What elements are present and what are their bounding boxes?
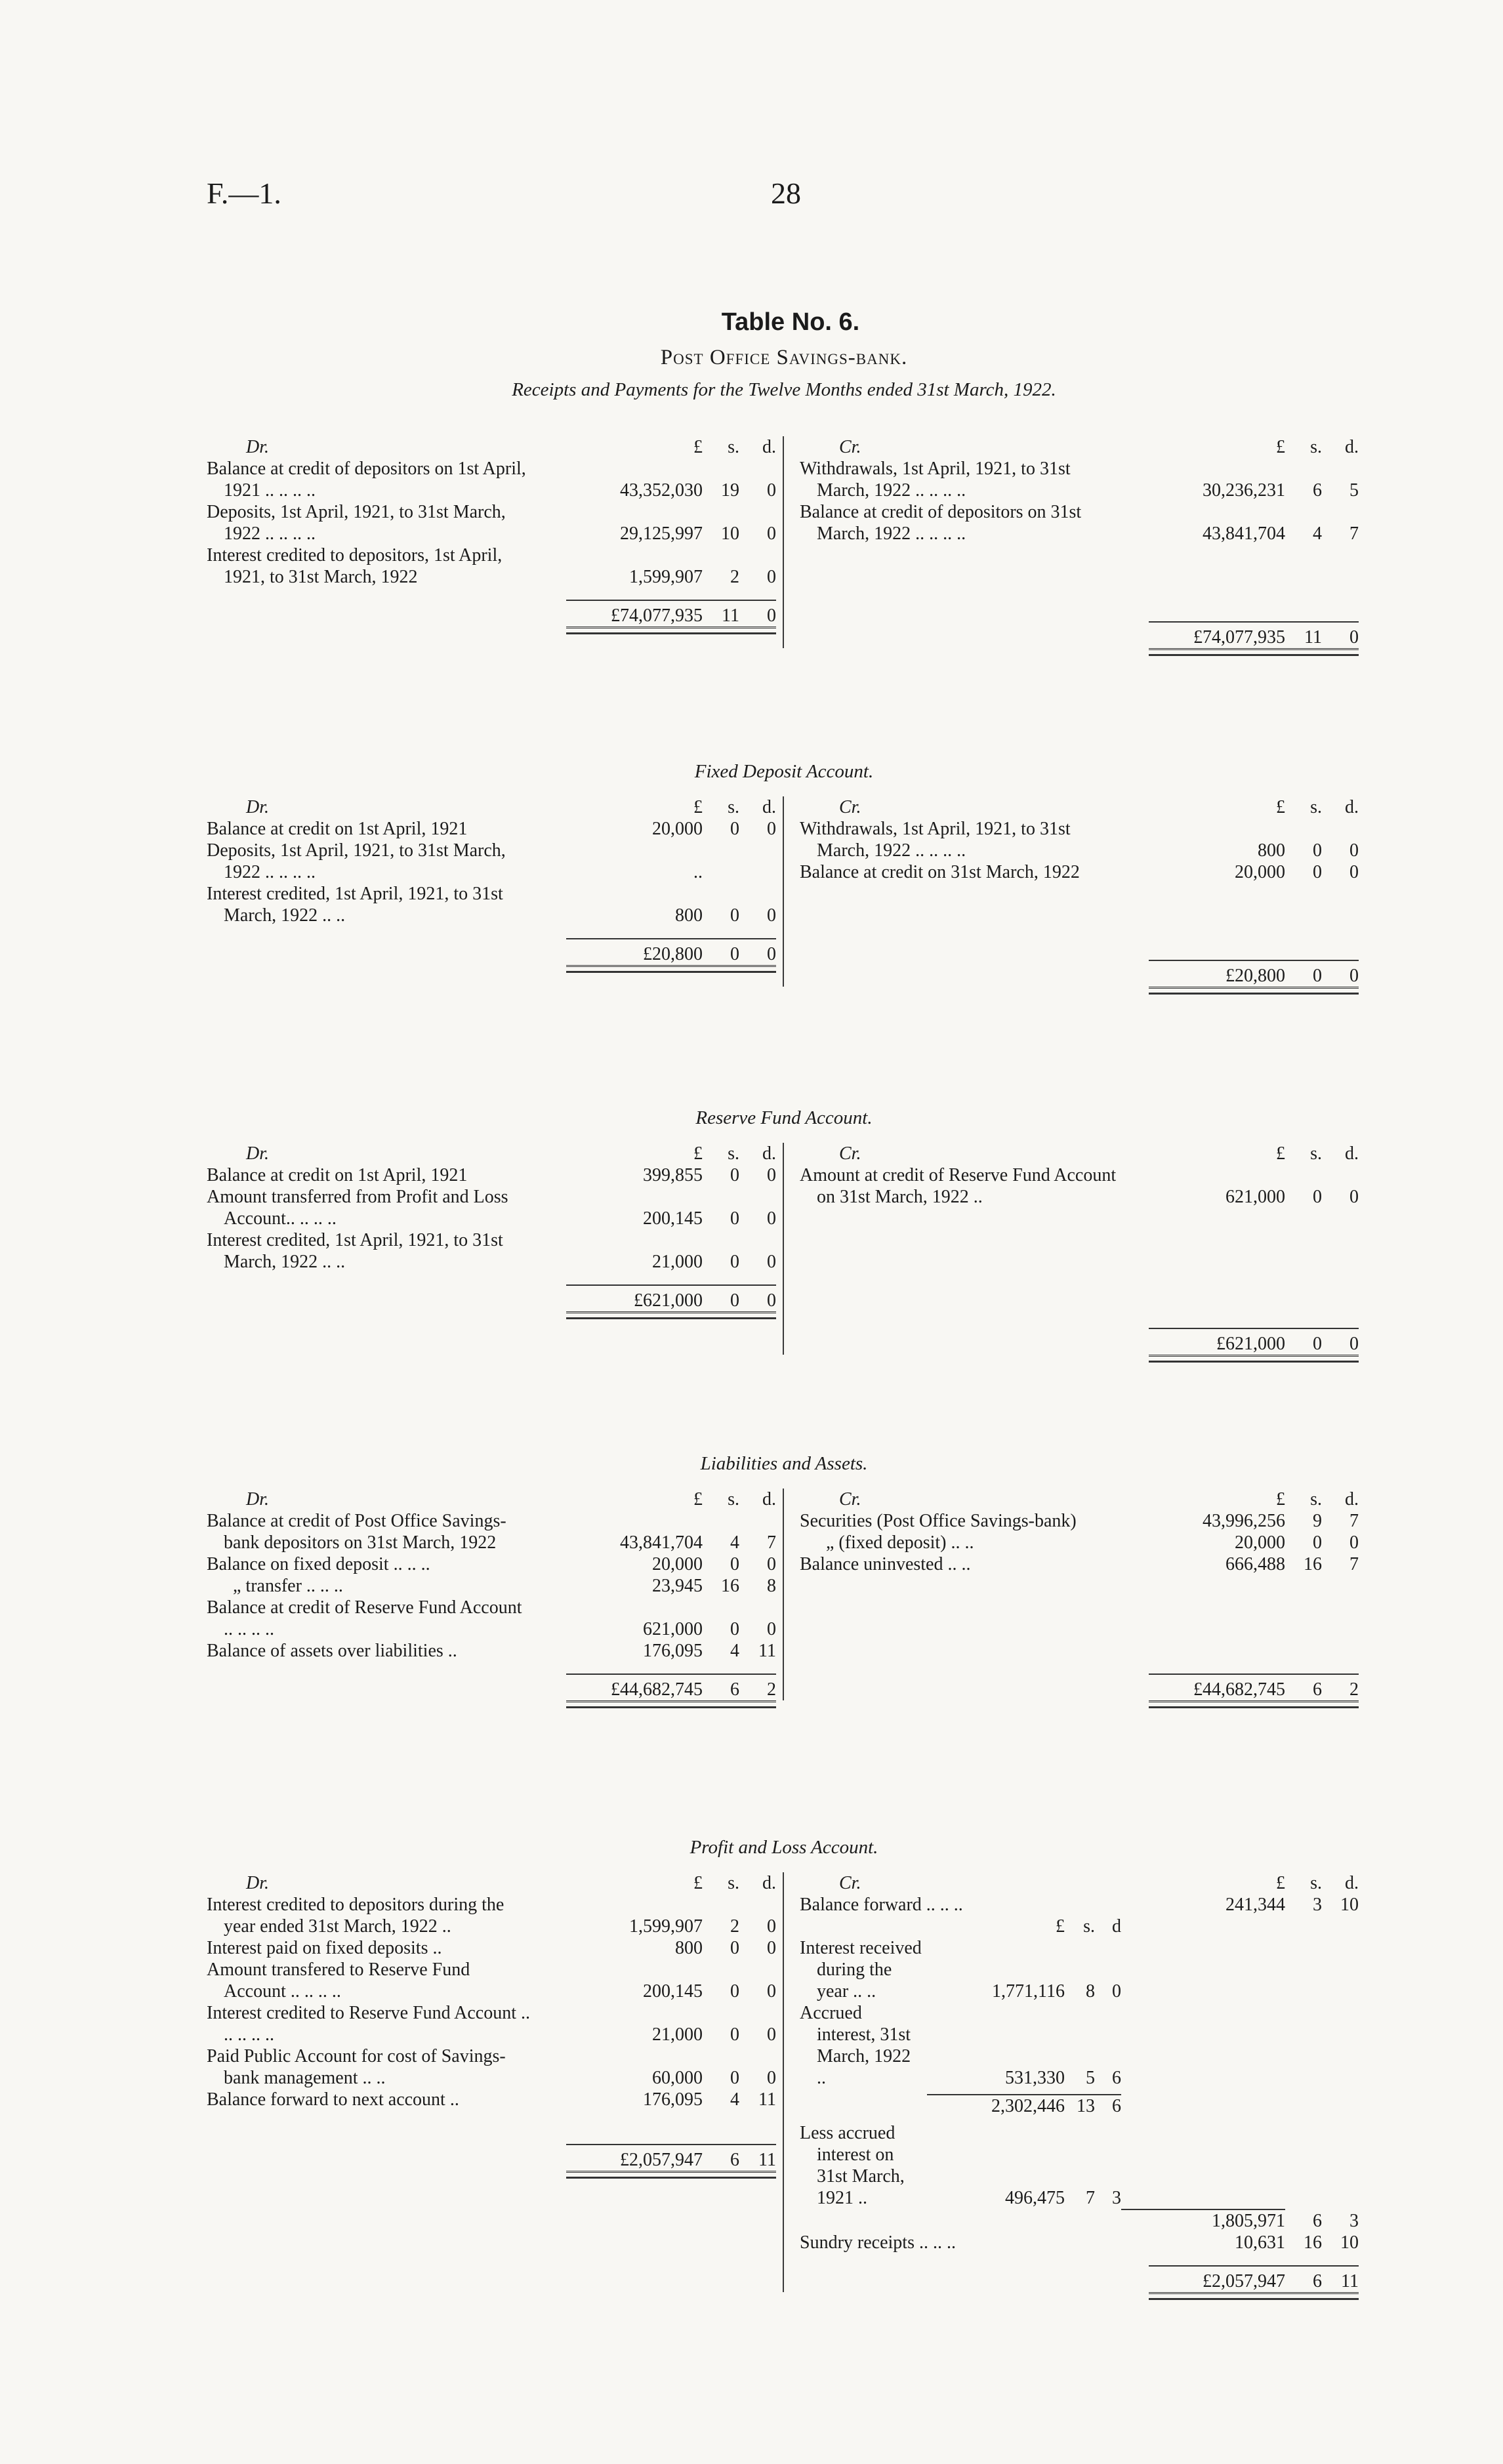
- ledger-row: Balance at credit of Post Office Savings-bank depositors on 31st March, 1922 43,841,704 4 7: [207, 1511, 776, 1553]
- page-header: [207, 176, 1361, 222]
- receipts-dr-side: [207, 436, 784, 648]
- ledger-row: Deposits, 1st April, 1921, to 31st March, 1922 .. .. .. .. ..: [207, 840, 703, 882]
- dr-header: Dr. £ s. d.: [246, 437, 776, 457]
- cr-header: Cr. £ s. d.: [839, 1143, 1359, 1164]
- receipts-payments-section: [207, 436, 1361, 648]
- total-row: £2,057,947 6 11: [207, 2149, 776, 2171]
- receipts-cr-side: [784, 436, 1361, 648]
- ledger-row: Securities (Post Office Savings-bank) 43,996,256 9 7: [800, 1511, 1359, 1531]
- total-row: £74,077,935 11 0: [207, 605, 776, 626]
- section-title: Profit and Loss Account.: [690, 1837, 878, 1858]
- ledger-row: Withdrawals, 1st April, 1921, to 31st March, 1922 .. .. .. .. 30,236,231 6 5: [800, 459, 1359, 501]
- cr-header: Cr. £ s. d.: [839, 797, 1359, 817]
- ledger-row: Paid Public Account for cost of Savings-bank management .. .. 60,000 0 0: [207, 2046, 776, 2088]
- document-code: F.—1.: [207, 176, 281, 210]
- fixed-dr-side: [207, 796, 784, 987]
- ledger-row: Less accrued interest on 31st March, 1921 .. 496,475 7 3: [800, 2123, 1121, 2208]
- total-row: £621,000 0 0: [800, 1333, 1359, 1355]
- section-title: Fixed Deposit Account.: [694, 761, 874, 782]
- table-caption: Receipts and Payments for the Twelve Months ended 31st March, 1922.: [512, 379, 1056, 400]
- ledger-row: Balance of assets over liabilities .. 176,095 4 11: [207, 1641, 776, 1661]
- reserve-fund-section: [207, 1107, 1361, 1355]
- liabilities-dr-side: [207, 1489, 784, 1700]
- net-row: 1,805,971 6 3: [800, 2209, 1359, 2232]
- profit-cr-side: [784, 1872, 1361, 2292]
- section-title: Liabilities and Assets.: [700, 1453, 868, 1474]
- reserve-cr-side: [784, 1143, 1361, 1355]
- total-row: £20,800 0 0: [207, 943, 776, 965]
- table-title: Table No. 6.: [721, 308, 860, 336]
- ledger-row: Amount at credit of Reserve Fund Account on 31st March, 1922 .. 621,000 0 0: [800, 1165, 1359, 1207]
- total-row: £44,682,745 6 2: [800, 1679, 1359, 1700]
- ledger-row: Interest credited, 1st April, 1921, to 31st March, 1922 .. .. 21,000 0 0: [207, 1230, 776, 1272]
- ledger-row: Balance forward .. .. .. 241,344 3 10: [800, 1895, 1359, 1915]
- ledger-row: Balance uninvested .. .. 666,488 16 7: [800, 1554, 1359, 1574]
- table-titles: [207, 308, 1361, 401]
- cr-header: Cr. £ s. d.: [839, 1489, 1359, 1509]
- ledger-row: Balance at credit on 1st April, 1921 20,000 0 0: [207, 819, 776, 839]
- sub-header-row: £ s. d: [1056, 1916, 1121, 1937]
- cr-header: Cr. £ s. d.: [839, 437, 1359, 457]
- ledger-row: Sundry receipts .. .. .. 10,631 16 10: [800, 2232, 1359, 2253]
- ledger-row: Interest credited to depositors during the year ended 31st March, 1922 .. 1,599,907 2 0: [207, 1895, 776, 1937]
- profit-loss-section: [207, 1837, 1361, 2292]
- subtotal-row: 2,302,446 13 6: [800, 2094, 1359, 2117]
- dr-header: Dr. £ s. d.: [246, 797, 776, 817]
- liabilities-assets-section: [207, 1453, 1361, 1700]
- ledger-row: „ (fixed deposit) .. .. 20,000 0 0: [826, 1532, 1359, 1553]
- page-number: 28: [771, 176, 801, 210]
- total-row: £44,682,745 6 2: [207, 1679, 776, 1700]
- dr-header: Dr. £ s. d.: [246, 1143, 776, 1164]
- dr-header: Dr. £ s. d.: [246, 1489, 776, 1509]
- ledger-row: „ transfer .. .. .. 23,945 16 8: [233, 1576, 776, 1596]
- liabilities-cr-side: [784, 1489, 1361, 1700]
- ledger-row: Balance forward to next account .. 176,095 4 11: [207, 2089, 776, 2110]
- ledger-row: Interest credited to Reserve Fund Account .. .. .. .. .. 21,000 0 0: [207, 2003, 776, 2045]
- fixed-cr-side: [784, 796, 1361, 987]
- ledger-row: Balance at credit of depositors on 31st March, 1922 .. .. .. .. 43,841,704 4 7: [800, 502, 1359, 544]
- cr-header: Cr. £ s. d.: [839, 1873, 1359, 1893]
- profit-dr-side: [207, 1872, 784, 2292]
- ledger-row: Accrued interest, 31st March, 1922 .. 531,330 5 6: [800, 2003, 1121, 2088]
- ledger-row: Deposits, 1st April, 1921, to 31st March, 1922 .. .. .. .. 29,125,997 10 0: [207, 502, 776, 544]
- ledger-row: Balance at credit of depositors on 1st April, 1921 .. .. .. .. 43,352,030 19 0: [207, 459, 776, 501]
- ledger-row: Amount transfered to Reserve Fund Account .. .. .. .. 200,145 0 0: [207, 1960, 776, 2002]
- ledger-row: Interest paid on fixed deposits .. 800 0 0: [207, 1938, 776, 1958]
- ledger-row: Balance at credit on 31st March, 1922 20,000 0 0: [800, 862, 1359, 882]
- reserve-dr-side: [207, 1143, 784, 1355]
- ledger-row: Balance at credit of Reserve Fund Account .. .. .. .. 621,000 0 0: [207, 1597, 776, 1639]
- total-row: £20,800 0 0: [800, 965, 1359, 987]
- ledger-row: Amount transferred from Profit and Loss Account.. .. .. .. 200,145 0 0: [207, 1187, 776, 1229]
- fixed-deposit-section: [207, 761, 1361, 987]
- ledger-row: Interest credited, 1st April, 1921, to 31st March, 1922 .. .. 800 0 0: [207, 884, 776, 926]
- ledger-row: Withdrawals, 1st April, 1921, to 31st March, 1922 .. .. .. .. 800 0 0: [800, 819, 1359, 861]
- table-subtitle: Post Office Savings-bank.: [660, 346, 908, 369]
- dr-header: Dr. £ s. d.: [246, 1873, 776, 1893]
- ledger-row: Balance at credit on 1st April, 1921 399,855 0 0: [207, 1165, 776, 1185]
- ledger-row: Interest received during the year .. .. 1,771,116 8 0: [800, 1938, 1121, 2002]
- total-row: £74,077,935 11 0: [800, 626, 1359, 648]
- total-row: £2,057,947 6 11: [800, 2270, 1359, 2292]
- section-title: Reserve Fund Account.: [695, 1107, 873, 1128]
- total-row: £621,000 0 0: [207, 1290, 776, 1311]
- ledger-row: Interest credited to depositors, 1st April, 1921, to 31st March, 1922 1,599,907 2 0: [207, 545, 776, 587]
- ledger-row: Balance on fixed deposit .. .. .. 20,000 0 0: [207, 1554, 776, 1574]
